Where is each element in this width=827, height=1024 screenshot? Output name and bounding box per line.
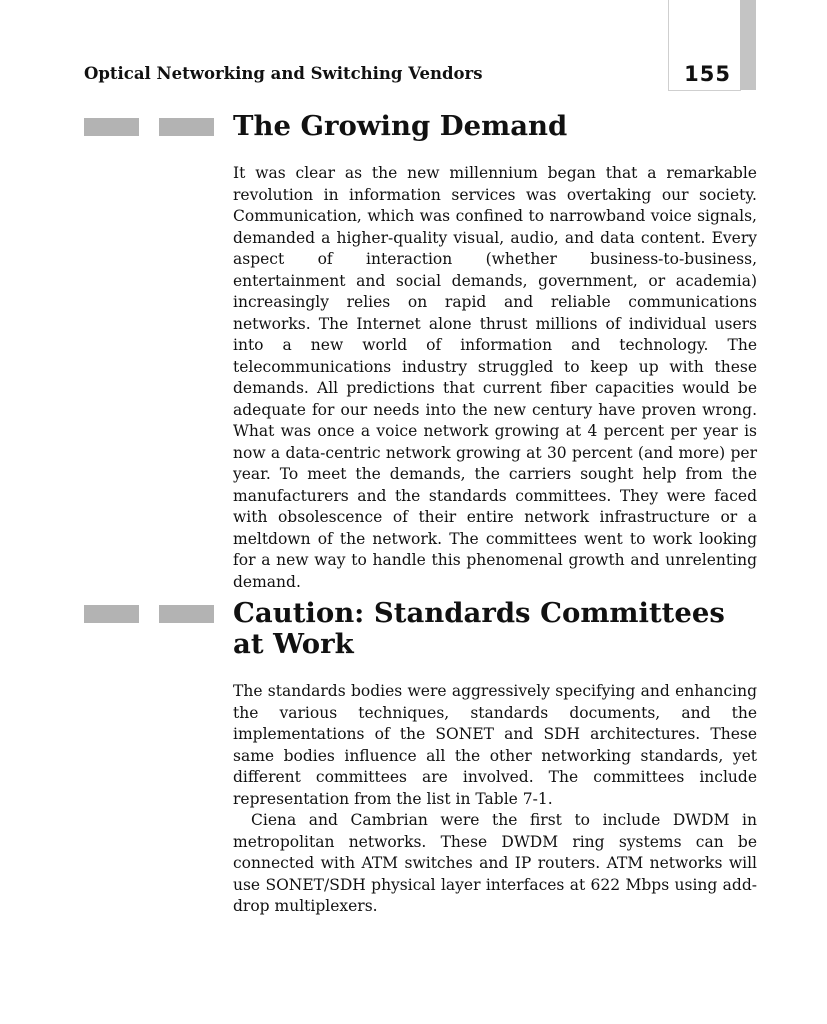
section-body [233, 163, 757, 593]
page-edge-bar [740, 0, 756, 90]
paragraph: The standards bodies were aggressively specifying and enhancing the various techniques, standards documents, and the implementations of the SONET and SDH architectures. These same bodies influence all the other networking standards, yet different committees are involved. The committees include representation from the list in Table 7-1. [233, 682, 757, 808]
section-marker-right [159, 605, 214, 623]
section-body [233, 681, 757, 918]
section-heading: Caution: Standards Committees at Work [233, 597, 725, 660]
section-marker-left [84, 118, 139, 136]
running-header: Optical Networking and Switching Vendors [84, 64, 483, 83]
section-heading: The Growing Demand [233, 110, 568, 142]
section-marker-right [159, 118, 214, 136]
paragraph: Ciena and Cambrian were the first to include DWDM in metropolitan networks. These DWDM ring systems can be connected with ATM switches and IP routers. ATM networks will use SONET/SDH physical layer interfaces at 622 Mbps using add-drop multiplexers. [233, 811, 757, 915]
section-marker-left [84, 605, 139, 623]
page-number: 155 [684, 62, 731, 86]
paragraph: It was clear as the new millennium began that a remarkable revolution in information services was overtaking our society. Communication, which was confined to narrowband voice signals, demanded a higher-quality visual, audio, and data content. Every aspect of interaction (whether business-to-business, entertainment and social demands, government, or academia) increasingly relies on rapid and reliable communications networks. The Internet alone thrust millions of individual users into a new world of information and technology. The telecommunications industry struggled to keep up with these demands. All predictions that current fiber capacities would be adequate for our needs into the new century have proven wrong. What was once a voice network growing at 4 percent per year is now a data-centric network growing at 30 percent (and more) per year. To meet the demands, the carriers sought help from the manufacturers and the standards committees. They were faced with obsolescence of their entire network infrastructure or a meltdown of the network. The committees went to work looking for a new way to handle this phenomenal growth and unrelenting demand. [233, 164, 757, 591]
